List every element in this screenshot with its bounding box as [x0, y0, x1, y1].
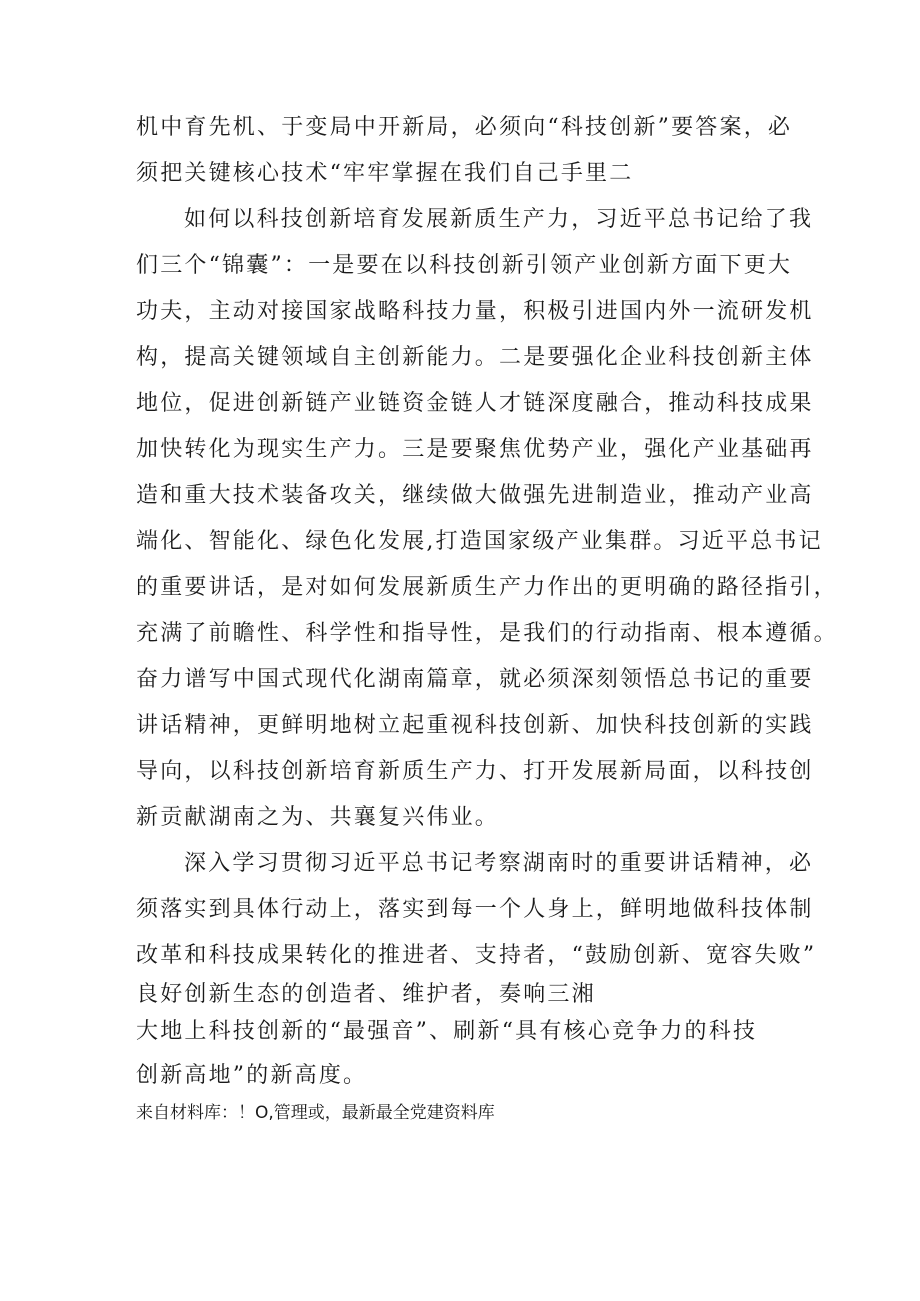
paragraph-2-line-5: 地位，促进创新链产业链资金链人才链深度融合，推动科技成果	[136, 391, 814, 416]
paragraph-2-line-1: 如何以科技创新培育发展新质生产力，习近平总书记给了我	[184, 207, 814, 232]
paragraph-2-line-6: 加快转化为现实生产力。三是要聚焦优势产业，强化产业基础再	[136, 437, 814, 462]
paragraph-3-line-3: 改革和科技成果转化的推进者、支持者，“鼓励创新、宽容失败”	[136, 943, 817, 968]
paragraph-1-line-2: 须把关键核心技术“牢牢掌握在我们自己手里二	[136, 161, 634, 186]
paragraph-2-line-14: 新贡献湖南之为、共襄复兴伟业。	[136, 805, 500, 830]
paragraph-3-line-6: 创新高地”的新高度。	[136, 1063, 368, 1088]
paragraph-2-line-3: 功夫，主动对接国家战略科技力量，积极引进国内外一流研发机	[136, 299, 814, 324]
paragraph-2-line-10: 充满了前瞻性、科学性和指导性，是我们的行动指南、根本遵循。	[136, 621, 838, 646]
paragraph-2-line-13: 导向，以科技创新培育新质生产力、打开发展新局面，以科技创	[136, 759, 814, 784]
paragraph-2-line-4: 构，提高关键领域自主创新能力。二是要强化企业科技创新主体	[136, 345, 814, 370]
paragraph-3-line-1: 深入学习贯彻习近平总书记考察湖南时的重要讲话精神，必	[184, 851, 814, 876]
paragraph-2-line-7: 造和重大技术装备攻关，继续做大做强先进制造业，推动产业高	[136, 483, 814, 508]
paragraph-3-line-5: 大地上科技创新的“最强音”、刷新“具有核心竞争力的科技	[136, 1019, 758, 1044]
paragraph-2-line-8: 端化、智能化、绿色化发展,打造国家级产业集群。习近平总书记	[136, 529, 823, 554]
paragraph-2-line-9: 的重要讲话，是对如何发展新质生产力作出的更明确的路径指引，	[136, 575, 838, 600]
paragraph-1-line-1: 机中育先机、于变局中开新局，必须向“科技创新”要答案，必	[136, 115, 793, 140]
paragraph-2-line-11: 奋力谱写中国式现代化湖南篇章，就必须深刻领悟总书记的重要	[136, 667, 814, 692]
paragraph-2-line-2: 们三个“锦囊”：一是要在以科技创新引领产业创新方面下更大	[136, 253, 793, 278]
paragraph-3-line-2: 须落实到具体行动上，落实到每一个人身上，鲜明地做科技体制	[136, 897, 814, 922]
paragraph-2-line-12: 讲话精神，更鲜明地树立起重视科技创新、加快科技创新的实践	[136, 713, 814, 738]
source-footer: 来自材料库：！O,管理或，最新最全党建资料库	[136, 1103, 495, 1123]
paragraph-3-line-4: 良好创新生态的创造者、维护者，奏响三湘	[136, 982, 596, 1007]
